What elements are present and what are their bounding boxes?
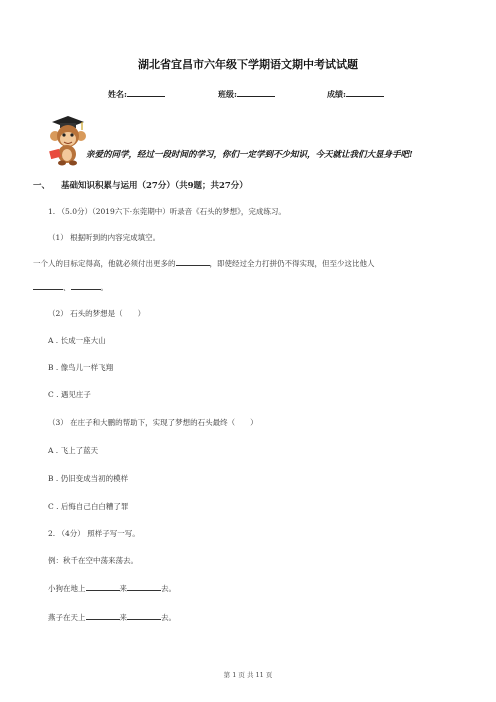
q1-text-a: 一个人的目标定得高，他就必须付出更多的 [33,259,176,268]
class-label: 班级: [218,89,237,99]
score-field [327,88,384,100]
answer-blank[interactable] [71,282,101,290]
q1-part1-text [33,258,375,269]
q2-line2-c: 去。 [161,613,176,622]
question-2-header: 2. （4分） 照样子写一写。 [48,529,140,538]
option-b[interactable]: B . 像鸟儿一样飞翔 [48,363,114,372]
option-a[interactable]: A . 长成一座大山 [48,336,106,345]
answer-blank[interactable] [86,612,120,620]
q2-line1-b: 来 [119,584,127,593]
question-1-header: 1. （5.0分）（2019六下·东莞期中）听录音《石头的梦想》，完成练习。 [48,207,286,216]
option-b[interactable]: B . 仍旧变成当初的模样 [48,474,129,483]
answer-blank[interactable] [176,258,210,266]
q1-part1-prompt: （1） 根据听到的内容完成填空。 [48,233,161,242]
q2-line-2 [48,612,176,623]
q2-line1-c: 去。 [161,584,176,593]
q2-line1-a: 小狗在地上 [48,584,86,593]
q2-line2-a: 燕子在天上 [48,613,86,622]
section-number: 一、 [33,181,51,191]
q1-text-b: ，即使经过全力打拼仍不得实现，但至少这比他人 [209,259,375,268]
q1-part3-prompt: （3） 在庄子和大鹏的帮助下，实现了梦想的石头最终（ ） [48,418,258,427]
q1-part1-text-cont [33,282,108,293]
section-heading [33,179,248,191]
section-title: 基础知识积累与运用（27分）（共9题；共27分） [60,181,248,191]
q2-line2-b: 来 [119,613,127,622]
answer-blank[interactable] [86,583,120,591]
class-blank[interactable] [237,88,275,97]
q1-part2-prompt: （2） 石头的梦想是（ ） [48,309,146,318]
answer-blank[interactable] [127,612,161,620]
page-footer: 第 1 页 共 11 页 [223,671,273,679]
option-a[interactable]: A . 飞上了蓝天 [48,446,99,455]
q1-text-c: 、 [63,283,71,292]
q2-example: 例：秋千在空中荡来荡去。 [48,556,138,565]
option-c[interactable]: C . 后悔自己白白糟了罪 [48,502,129,511]
option-c[interactable]: C . 遇见庄子 [48,390,91,399]
answer-blank[interactable] [33,282,63,290]
page-title: 湖北省宜昌市六年级下学期语文期中考试试题 [138,58,358,71]
name-field [108,88,165,100]
score-blank[interactable] [346,88,384,97]
monkey-graduate-icon [44,114,86,166]
q1-text-d: 。 [100,283,108,292]
name-blank[interactable] [127,88,165,97]
class-field [218,88,275,100]
score-label: 成绩: [327,89,346,99]
q2-line-1 [48,583,176,594]
motto-text: 亲爱的同学，经过一段时间的学习，你们一定学到不少知识，今天就让我们大显身手吧! [86,150,413,160]
answer-blank[interactable] [127,583,161,591]
name-label: 姓名: [108,89,127,99]
